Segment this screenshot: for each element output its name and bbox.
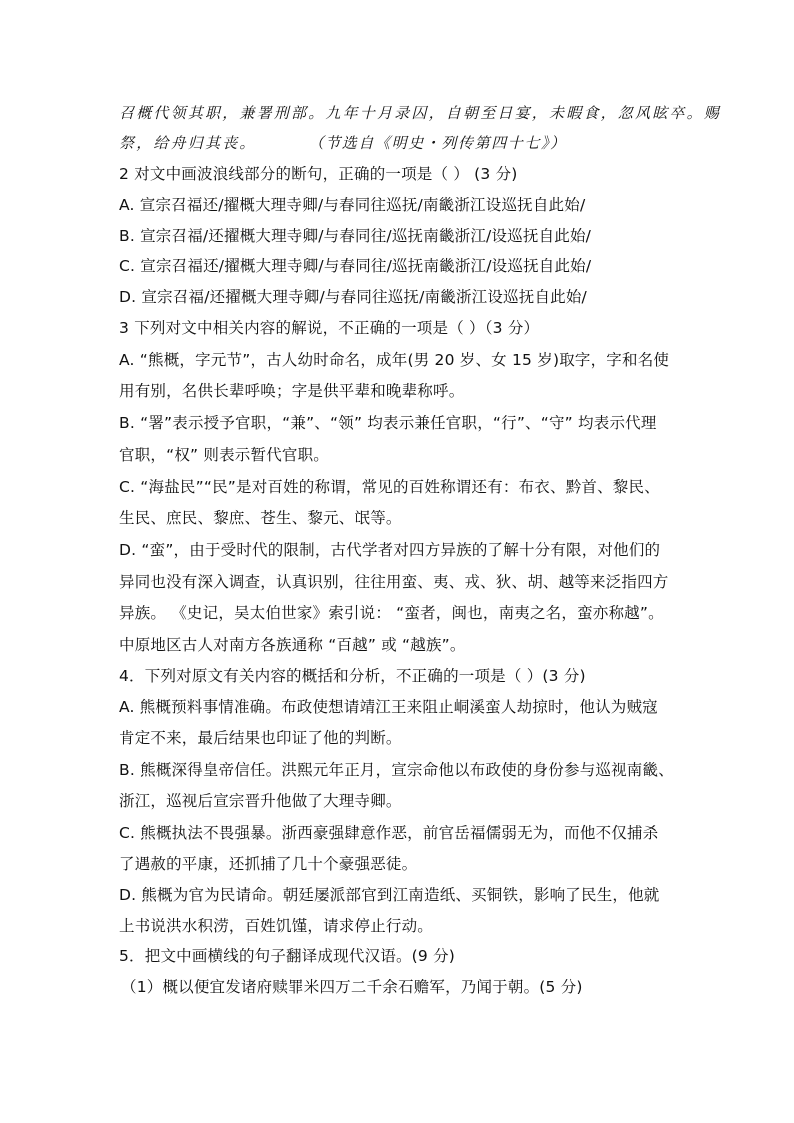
question-2-option-a: A. 宣宗召福还/擢概大理寺卿/与春同往巡抚/南畿浙江设巡抚自此始/ (119, 196, 586, 214)
question-3-line: B. “署”表示授予官职，“兼”、“领” 均表示兼任官职，“行”、“守” 均表示代理 (119, 414, 657, 432)
question-4-line: 了遇赦的平康，还抓捕了几十个豪强恶徒。 (119, 855, 418, 873)
question-3-line: C. “海盐民”“民”是对百姓的称谓，常见的百姓称谓还有：布衣、黔首、黎民、 (119, 478, 660, 496)
question-3-line: A. “熊概，字元节”，古人幼时命名，成年(男 20 岁、女 15 岁)取字，字和名使 (119, 351, 670, 369)
question-2-option-b: B. 宣宗召福/还擢概大理寺卿/与春同往/巡抚南畿浙江/设巡抚自此始/ (119, 227, 592, 245)
question-5-stem: 5．把文中画横线的句子翻译成现代汉语。(9 分) (119, 947, 456, 965)
question-2-option-c: C. 宣宗召福还/擢概大理寺卿/与春同往/巡抚南畿浙江/设巡抚自此始/ (119, 257, 592, 275)
passage-source: （节选自《明史・列传第四十七》） (308, 134, 567, 152)
question-3-line: D. “蛮”，由于受时代的限制，古代学者对四方异族的了解十分有限，对他们的 (119, 541, 661, 559)
question-4-line: 肯定不来，最后结果也印证了他的判断。 (119, 729, 402, 747)
question-5-sub-1: （1）概以便宜发诸府赎罪米四万二千余石赡军，乃闻于朝。(5 分) (121, 978, 583, 996)
question-3-line: 用有别，名供长辈呼唤；字是供平辈和晚辈称呼。 (119, 382, 465, 400)
passage-line-2 (119, 133, 567, 153)
question-3-line: 异族。 《史记，吴太伯世家》索引说： “蛮者，闽也，南夷之名，蛮亦称越”。 (119, 604, 664, 622)
passage-line-1: 召概代领其职，兼署刑部。九年十月录囚，自朝至日宴，未暇食，忽风眩卒。赐 (119, 104, 722, 122)
question-4-line: 上书说洪水积涝，百姓饥馑，请求停止行动。 (119, 917, 434, 935)
question-3-line: 官职，“权” 则表示暂代官职。 (119, 446, 329, 464)
passage-line-2-text: 祭，给舟归其丧。 (119, 134, 257, 152)
question-3-line: 中原地区古人对南方各族通称 “百越” 或 “越族”。 (119, 636, 466, 654)
question-4-line: C. 熊概执法不畏强暴。浙西豪强肆意作恶，前官岳福儒弱无为，而他不仅捕杀 (119, 824, 659, 842)
question-4-stem: 4．下列对原文有关内容的概括和分析，不正确的一项是（ ）(3 分) (119, 667, 586, 685)
question-3-stem: 3 下列对文中相关内容的解说，不正确的一项是（ ）（3 分） (119, 319, 540, 337)
question-4-line: B. 熊概深得皇帝信任。洪熙元年正月，宣宗命他以布政使的身份参与巡视南畿、 (119, 761, 674, 779)
question-4-line: A. 熊概预料事情准确。布政使想请靖江王来阻止峒溪蛮人劫掠时，他认为贼寇 (119, 698, 658, 716)
question-3-line: 异同也没有深入调查，认真识别，往往用蛮、夷、戎、狄、胡、越等来泛指四方 (119, 573, 669, 591)
question-2-option-d: D. 宣宗召福/还擢概大理寺卿/与春同往巡抚/南畿浙江设巡抚自此始/ (119, 288, 587, 306)
question-3-line: 生民、庶民、黎庶、苍生、黎元、氓等。 (119, 509, 402, 527)
question-2-stem: 2 对文中画波浪线部分的断句，正确的一项是（ ） (3 分) (119, 165, 518, 183)
question-4-line: 浙江，巡视后宣宗晋升他做了大理寺卿。 (119, 792, 402, 810)
question-4-line: D. 熊概为官为民请命。朝廷屡派部官到江南造纸、买铜铁，影响了民生，他就 (119, 886, 660, 904)
